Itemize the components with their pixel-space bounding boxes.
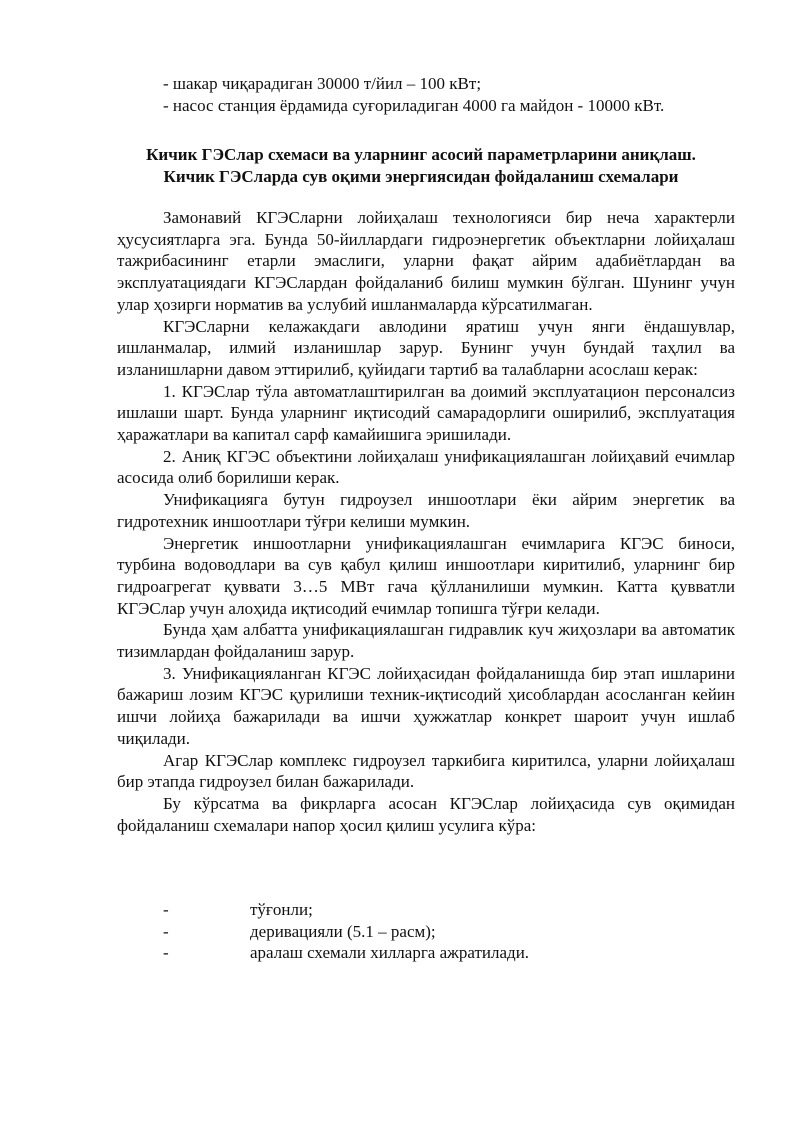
paragraph: Бу кўрсатма ва фикрларга асосан КГЭСлар лойиҳасида сув оқимидан фойдаланиш схемалари напор ҳосил қилиш усулига кўра: — [117, 793, 735, 835]
paragraph: Унификацияга бутун гидроузел иншоотлари ёки айрим энергетик ва гидротехник иншоотлари тўғри келиши мумкин. — [117, 490, 735, 531]
list-item: - шакар чиқарадиган 30000 т/йил – 100 кВт; — [163, 74, 482, 93]
paragraph: КГЭСларни келажакдаги авлодини яратиш учун янги ёндашувлар, ишланмалар, илмий изланишлар зарур. Бунинг учун бундай таҳлил ва изланишларни давом эттирилиб, қуйидаги тартиб ва талабларни асослаш керак: — [117, 316, 735, 379]
paragraph: 2. Аниқ КГЭС объектини лойиҳалаш унификациялашган лойиҳавий ечимлар асосида олиб борилиши керак. — [117, 446, 735, 488]
body-text — [117, 207, 735, 836]
heading-line: Кичик ГЭСлар схемаси ва уларнинг асосий параметрларини аниқлаш. — [146, 145, 696, 164]
paragraph: 3. Унификацияланган КГЭС лойиҳасидан фойдаланишда бир этап ишларини бажариш лозим КГЭС қурилиши техник-иқтисодий ҳисоблардан асосланган кейин ишчи лойиҳа бажарилади ва ишчи ҳужжатлар конкрет шароит учун ишлаб чиқилади. — [117, 663, 735, 748]
heading-line: Кичик ГЭСларда сув оқими энергиясидан фойдаланиш схемалари — [163, 167, 679, 186]
paragraph: Замонавий КГЭСларни лойиҳалаш технологияси бир неча характерли ҳусусиятларга эга. Бунда 50-йиллардаги гидроэнергетик объектларни лойиҳалаш тажрибасининг етарли эмаслиги, уларни фақат айрим адабиётлардан ва эксплуатациядаги КГЭСлардан фойдаланиб билиш мумкин бўлган. Шунинг учун улар ҳозирги норматив ва услубий ишланмаларда кўрсатилмаган. — [117, 208, 735, 314]
list-item: - насос станция ёрдамида суғориладиган 4000 га майдон - 10000 кВт. — [163, 96, 665, 115]
list-item — [117, 921, 735, 943]
list-item — [117, 899, 735, 921]
list-item-text: деривацияли (5.1 – расм); — [250, 921, 436, 941]
list-item — [117, 942, 735, 964]
paragraph: Энергетик иншоотларни унификациялашган ечимларига КГЭС биноси, турбина водоводлари ва сув қабул қилиш иншоотлари киритилиб, уларнинг бир гидроагрегат қуввати 3…5 МВт гача қўлланилиши мумкин. Катта қувватли КГЭСлар учун алоҳида иқтисодий ечимлар топишга тўғри келади. — [117, 533, 735, 618]
paragraph: Бунда ҳам албатта унификациялашган гидравлик куч жиҳозлари ва автоматик тизимлардан фойдаланиш зарур. — [117, 620, 735, 662]
list-dash: - — [163, 943, 169, 963]
list-dash: - — [163, 921, 169, 941]
list-item-text: аралаш схемали хилларга ажратилади. — [250, 943, 530, 963]
list-dash: - — [163, 900, 169, 919]
scheme-types-list — [117, 899, 735, 964]
section-heading — [100, 144, 742, 188]
paragraph: Агар КГЭСлар комплекс гидроузел таркибига киритилса, уларни лойиҳалаш бир этапда гидроузел билан бажарилади. — [117, 750, 735, 792]
list-item-text: тўғонли; — [250, 900, 313, 919]
power-consumers-list — [163, 73, 743, 117]
paragraph: 1. КГЭСлар тўла автоматлаштирилган ва доимий эксплуатацион персоналсиз ишлаши шарт. Бунда уларнинг иқтисодий самарадорлиги оширилиб, эксплуатация ҳаражатлари ва капитал сарф камайишига эришилади. — [117, 381, 735, 445]
